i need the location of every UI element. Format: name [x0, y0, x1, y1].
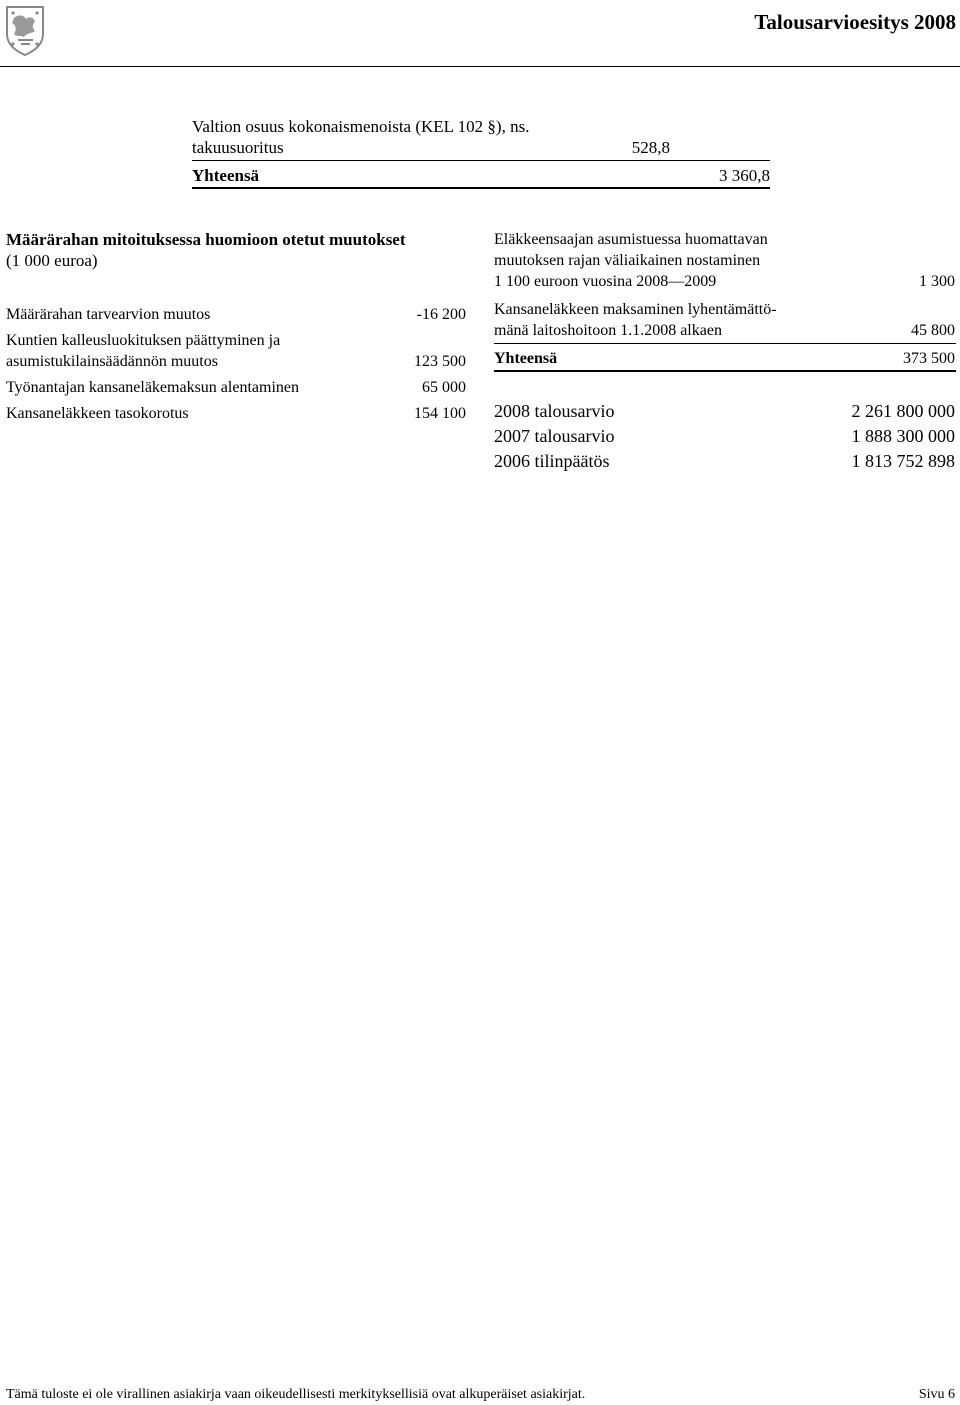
- right-row-label-cont: muutoksen rajan väliaikainen nostaminen: [494, 252, 761, 269]
- left-row-label: Määrärahan tarvearvion muutos: [6, 306, 211, 323]
- top-table-bottom-rule: [192, 187, 770, 189]
- left-row-value: 154 100: [414, 405, 466, 422]
- top-table-line1: Valtion osuus kokonaismenoista (KEL 102 §), ns.: [192, 117, 530, 136]
- left-row-value: 65 000: [422, 379, 466, 396]
- budget-row-label: 2008 talousarvio: [494, 401, 615, 421]
- budget-row-value: 1 813 752 898: [851, 451, 955, 471]
- top-table-value: 528,8: [631, 138, 670, 157]
- budget-row-value: 2 261 800 000: [851, 401, 955, 421]
- finnish-coat-of-arms-icon: [4, 4, 46, 56]
- right-row-label-cont: mänä laitoshoitoon 1.1.2008 alkaen: [494, 322, 722, 339]
- left-row-value: 123 500: [414, 353, 466, 370]
- budget-row-label: 2007 talousarvio: [494, 426, 615, 446]
- top-table-total-label: Yhteensä: [192, 166, 260, 185]
- left-row-label-cont: asumistukilainsäädännön muutos: [6, 353, 218, 370]
- budget-row-value: 1 888 300 000: [851, 426, 955, 446]
- budget-row-label: 2006 tilinpäätös: [494, 451, 610, 471]
- right-row-value: 1 300: [919, 273, 955, 290]
- right-row-label-cont: 1 100 euroon vuosina 2008—2009: [494, 273, 717, 290]
- left-row-label: Kansaneläkkeen tasokorotus: [6, 405, 189, 422]
- right-row-label: Kansaneläkkeen maksaminen lyhentämättö-: [494, 301, 777, 318]
- page-number: Sivu 6: [918, 1387, 955, 1402]
- footer-disclaimer: Tämä tuloste ei ole virallinen asiakirja vaan oikeudellisesti merkityksellisiä ovat alkuperäiset asiakirjat.: [6, 1387, 586, 1402]
- right-row-label: Eläkkeensaajan asumistuessa huomattavan: [494, 231, 768, 248]
- top-table-divider: [192, 160, 770, 161]
- left-heading-line1: Määrärahan mitoituksessa huomioon otetut muutokset: [6, 230, 406, 249]
- left-row-label: Kuntien kalleusluokituksen päättyminen ja: [6, 332, 281, 349]
- right-total-divider: [494, 343, 956, 344]
- right-total-bottom-rule: [494, 370, 956, 372]
- document-title: Talousarvioesitys 2008: [754, 10, 956, 34]
- left-heading-line2: (1 000 euroa): [6, 251, 98, 270]
- header-divider: [0, 66, 960, 67]
- left-row-value: -16 200: [416, 306, 466, 323]
- left-row-label: Työnantajan kansaneläkemaksun alentaminen: [6, 379, 299, 396]
- right-row-value: 45 800: [911, 322, 955, 339]
- top-table-total-value: 3 360,8: [719, 166, 770, 185]
- right-total-value: 373 500: [903, 350, 955, 367]
- top-table-line2: takuusuoritus: [192, 138, 284, 157]
- right-total-label: Yhteensä: [494, 350, 558, 367]
